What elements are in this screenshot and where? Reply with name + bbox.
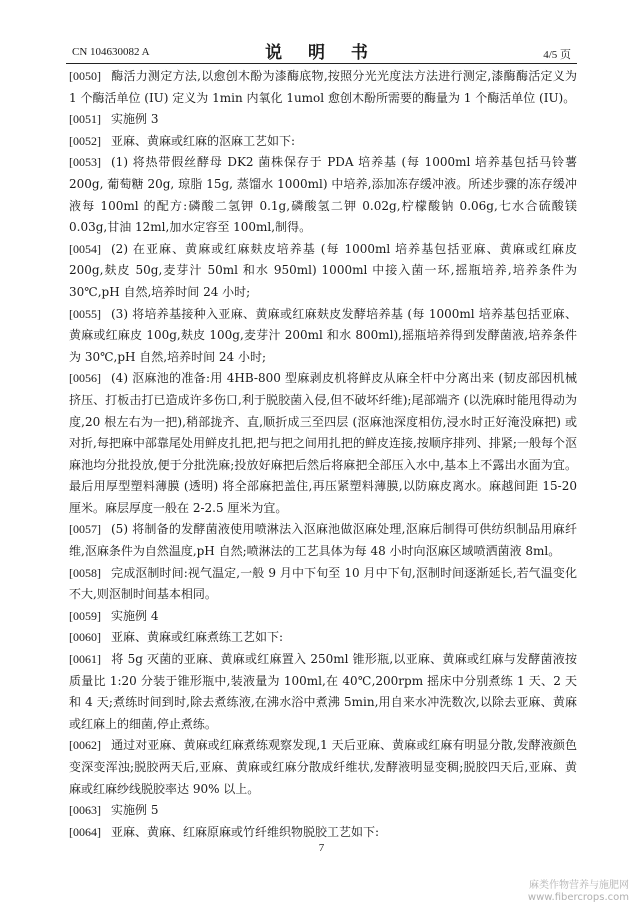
watermark (528, 880, 629, 904)
page-of: 4/5 页 (543, 49, 571, 61)
paragraph-number: [0063] (69, 803, 101, 818)
paragraph-text: 亚麻、黄麻、红麻原麻或竹纤维织物脱胶工艺如下: (111, 824, 380, 839)
paragraph (69, 239, 577, 304)
paragraph (69, 109, 577, 131)
paragraph-number: [0057] (69, 522, 101, 537)
paragraph (69, 649, 577, 735)
page-header (0, 20, 643, 63)
paragraph-text: 酶活力测定方法,以愈创木酚为漆酶底物,按照分光光度法方法进行测定,漆酶酶活定义为 1 个酶活单位 (IU) 定义为 1min 内氧化 1umol 愈创木酚所需要的酶量为 1 个酶活单位 (IU)。 (69, 69, 577, 105)
paragraph-number: [0058] (69, 565, 101, 580)
paragraph (69, 735, 577, 800)
doc-number: CN 104630082 A (72, 46, 150, 58)
paragraph-number: [0064] (69, 824, 101, 839)
paragraph-text: (4) 沤麻池的准备:用 4HB-800 型麻剥皮机将鲜皮从麻全杆中分离出来 (韧皮部因机械挤压、打板击打已造成许多伤口,利于脱胶菌入侵,但不破坏纤维);尾部端齐 (以洗麻时能甩得动为度,20 根左右为一把),稍部拢齐、直,顺折成三至四层 (沤麻池深度相仿,浸水时正好淹没麻把) 或对折,每把麻中部靠尾处用鲜皮扎把,把与把之间用扎把的鲜皮连接,按顺序排列、排紧;一般每个沤麻池均分批投放,便于分批洗麻;投放好麻把后然后将麻把全部压入水中,基本上不露出水面为宜。最后用厚型塑料薄膜 (透明) 将全部麻把盖住,再压紧塑料薄膜,以防麻皮离水。麻越间距 15-20 厘米。麻层厚度一般在 2-2.5 厘米为宜。 (69, 371, 577, 515)
paragraph-number: [0054] (69, 241, 101, 256)
page-title: 说 明 书 (265, 43, 378, 63)
paragraph-text: 实施例 4 (111, 608, 159, 623)
paragraph-number: [0061] (69, 652, 101, 667)
paragraph (69, 131, 577, 153)
paragraph-number: [0060] (69, 630, 101, 645)
watermark-line2: www.fibercrops.com (527, 892, 629, 903)
header-rule (66, 63, 577, 64)
paragraph (69, 368, 577, 519)
document-body (69, 66, 577, 843)
paragraph-number: [0052] (69, 133, 101, 148)
paragraph-text: 亚麻、黄麻或红麻煮练工艺如下: (111, 630, 284, 645)
paragraph-text: 亚麻、黄麻或红麻的沤麻工艺如下: (111, 133, 296, 148)
page-number: 7 (318, 842, 325, 854)
paragraph (69, 563, 577, 606)
paragraph (69, 627, 577, 649)
paragraph-text: (2) 在亚麻、黄麻或红麻麸皮培养基 (每 1000ml 培养基包括亚麻、黄麻或红麻皮 200g,麸皮 50g,麦芽汁 50ml 和水 950ml) 1000ml 中接入菌一环,摇瓶培养,培养条件为 30℃,pH 自然,培养时间 24 小时; (69, 241, 577, 299)
paragraph-text: 实施例 3 (111, 112, 159, 127)
paragraph-text: (5) 将制备的发酵菌液使用喷淋法入沤麻池做沤麻处理,沤麻后制得可供纺织制品用麻纤维,沤麻条件为自然温度,pH 自然;喷淋法的工艺具体为每 48 小时向沤麻区域喷洒菌液 8ml。 (69, 522, 577, 559)
watermark-line1: 麻类作物营养与施肥网 (529, 880, 629, 891)
paragraph-text: 通过对亚麻、黄麻或红麻煮练观察发现,1 天后亚麻、黄麻或红麻有明显分散,发酵液颜色变深变浑浊;脱胶两天后,亚麻、黄麻或红麻分散成纤维状,发酵液明显变稠;脱胶四天后,亚麻、黄麻或红麻纱线脱胶率达 90% 以上。 (69, 738, 577, 796)
paragraph-text: 完成沤制时间:视气温定,一般 9 月中下旬至 10 月中下旬,沤制时间逐渐延长,若气温变化不大,则沤制时间基本相同。 (69, 565, 577, 602)
paragraph-text: (3) 将培养基接种入亚麻、黄麻或红麻麸皮发酵培养基 (每 1000ml 培养基包括亚麻、黄麻或红麻皮 100g,麸皮 100g,麦芽汁 200ml 和水 800ml),摇瓶培养得到发酵菌液,培养条件为 30℃,pH 自然,培养时间 24 小时; (69, 306, 577, 364)
paragraph-text: (1) 将热带假丝酵母 DK2 菌株保存于 PDA 培养基 (每 1000ml 培养基包括马铃薯 200g, 葡萄糖 20g, 琼脂 15g, 蒸馏水 1000ml) 中培养,添加冻存缓冲液。所述步骤的冻存缓冲液每 100ml 的配方:磷酸二氢钾 0.1g,磷酸氢二钾 0.02g,柠檬酸钠 0.06g,七水合硫酸镁 0.03g,甘油 12ml,加水定容至 100ml,制得。 (69, 155, 577, 235)
paragraph (69, 800, 577, 822)
paragraph-text: 将 5g 灭菌的亚麻、黄麻或红麻置入 250ml 锥形瓶,以亚麻、黄麻或红麻与发酵菌液按质量比 1:20 分装于锥形瓶中,装液量为 100ml,在 40℃,200rpm 摇床中分别煮练 1 天、2 天和 4 天;煮练时间到时,除去煮练液,在沸水浴中煮沸 5min,用自来水冲洗数次,以除去亚麻、黄麻或红麻上的细菌,停止煮练。 (69, 652, 577, 731)
paragraph (69, 304, 577, 369)
paragraph-number: [0056] (69, 371, 101, 386)
paragraph-number: [0059] (69, 608, 101, 623)
paragraph (69, 66, 577, 109)
paragraph-number: [0053] (69, 155, 101, 170)
paragraph (69, 152, 577, 238)
paragraph (69, 606, 577, 628)
paragraph-number: [0055] (69, 306, 101, 321)
paragraph-number: [0050] (69, 69, 101, 83)
paragraph (69, 519, 577, 562)
paragraph (69, 822, 577, 844)
paragraph-number: [0051] (69, 112, 101, 127)
paragraph-text: 实施例 5 (111, 803, 159, 818)
paragraph-number: [0062] (69, 738, 101, 753)
